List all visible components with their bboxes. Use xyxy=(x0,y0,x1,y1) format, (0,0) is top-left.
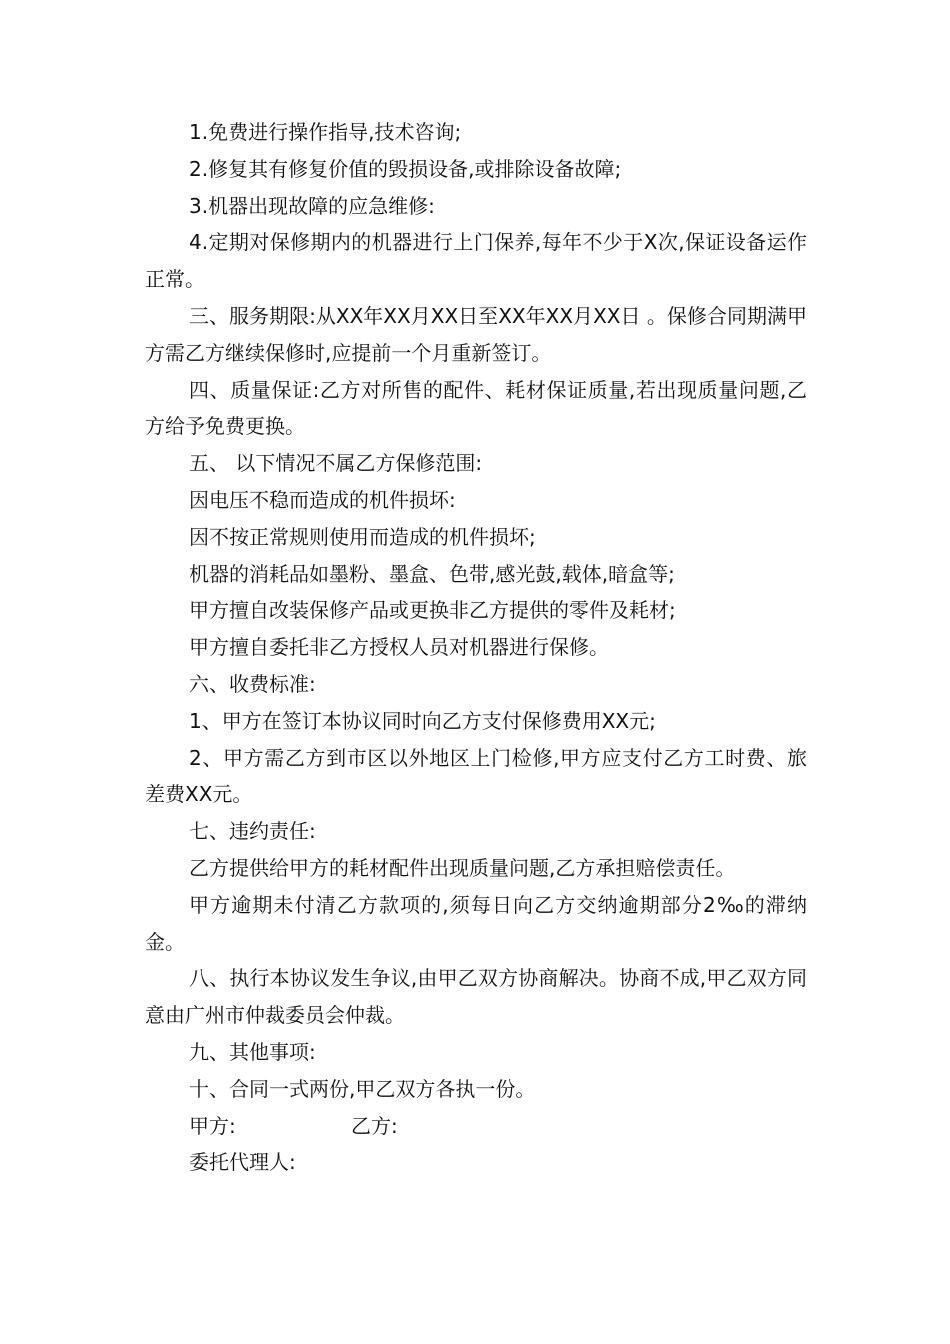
contract-page xyxy=(145,114,807,1181)
clause-dispute: 八、执行本协议发生争议,由甲乙双方协商解决。协商不成,甲乙双方同意由广州市仲裁委员会仲裁。 xyxy=(145,966,807,1028)
party-b-label: 乙方: xyxy=(351,1113,398,1138)
clause-service-4: 4.定期对保修期内的机器进行上门保养,每年不少于X次,保证设备运作正常。 xyxy=(145,230,807,292)
clause-fees-heading: 六、收费标准: xyxy=(189,671,316,696)
fee-item-1: 1、甲方在签订本协议同时向乙方支付保修费用XX元; xyxy=(189,708,656,733)
clause-liability-heading: 七、违约责任: xyxy=(189,819,316,844)
fee-item-2: 2、甲方需乙方到市区以外地区上门检修,甲方应支付乙方工时费、旅差费XX元。 xyxy=(145,745,807,807)
exclusion-item-voltage: 因电压不稳而造成的机件损坏: xyxy=(189,487,456,512)
clause-service-3: 3.机器出现故障的应急维修: xyxy=(189,193,435,218)
party-a-label: 甲方: xyxy=(189,1113,236,1138)
signature-row xyxy=(145,1108,807,1145)
agent-label: 委托代理人: xyxy=(189,1150,296,1175)
clause-service-1: 1.免费进行操作指导,技术咨询; xyxy=(189,120,462,144)
exclusion-item-modification: 甲方擅自改装保修产品或更换非乙方提供的零件及耗材; xyxy=(189,598,676,623)
exclusion-item-misuse: 因不按正常规则使用而造成的机件损坏; xyxy=(189,524,536,549)
clause-exclusions-heading: 五、 以下情况不属乙方保修范围: xyxy=(189,451,483,476)
clause-service-period: 三、服务期限:从XX年XX月XX日至XX年XX月XX日 。保修合同期满甲方需乙方继续保修时,应提前一个月重新签订。 xyxy=(145,303,807,365)
clause-service-2: 2.修复其有修复价值的毁损设备,或排除设备故障; xyxy=(189,156,622,181)
clause-quality-guarantee: 四、质量保证:乙方对所售的配件、耗材保证质量,若出现质量问题,乙方给予免费更换。 xyxy=(145,377,807,439)
exclusion-item-unauthorized: 甲方擅自委托非乙方授权人员对机器进行保修。 xyxy=(189,635,609,660)
clause-copies: 十、合同一式两份,甲乙双方各执一份。 xyxy=(189,1076,536,1101)
liability-item-2: 甲方逾期未付清乙方款项的,须每日向乙方交纳逾期部分2‰的滞纳金。 xyxy=(145,892,807,954)
exclusion-item-consumables: 机器的消耗品如墨粉、墨盒、色带,感光鼓,载体,暗盒等; xyxy=(189,561,675,586)
liability-item-1: 乙方提供给甲方的耗材配件出现质量问题,乙方承担赔偿责任。 xyxy=(189,855,736,880)
clause-other: 九、其他事项: xyxy=(189,1039,316,1064)
agent-row xyxy=(145,1144,807,1181)
